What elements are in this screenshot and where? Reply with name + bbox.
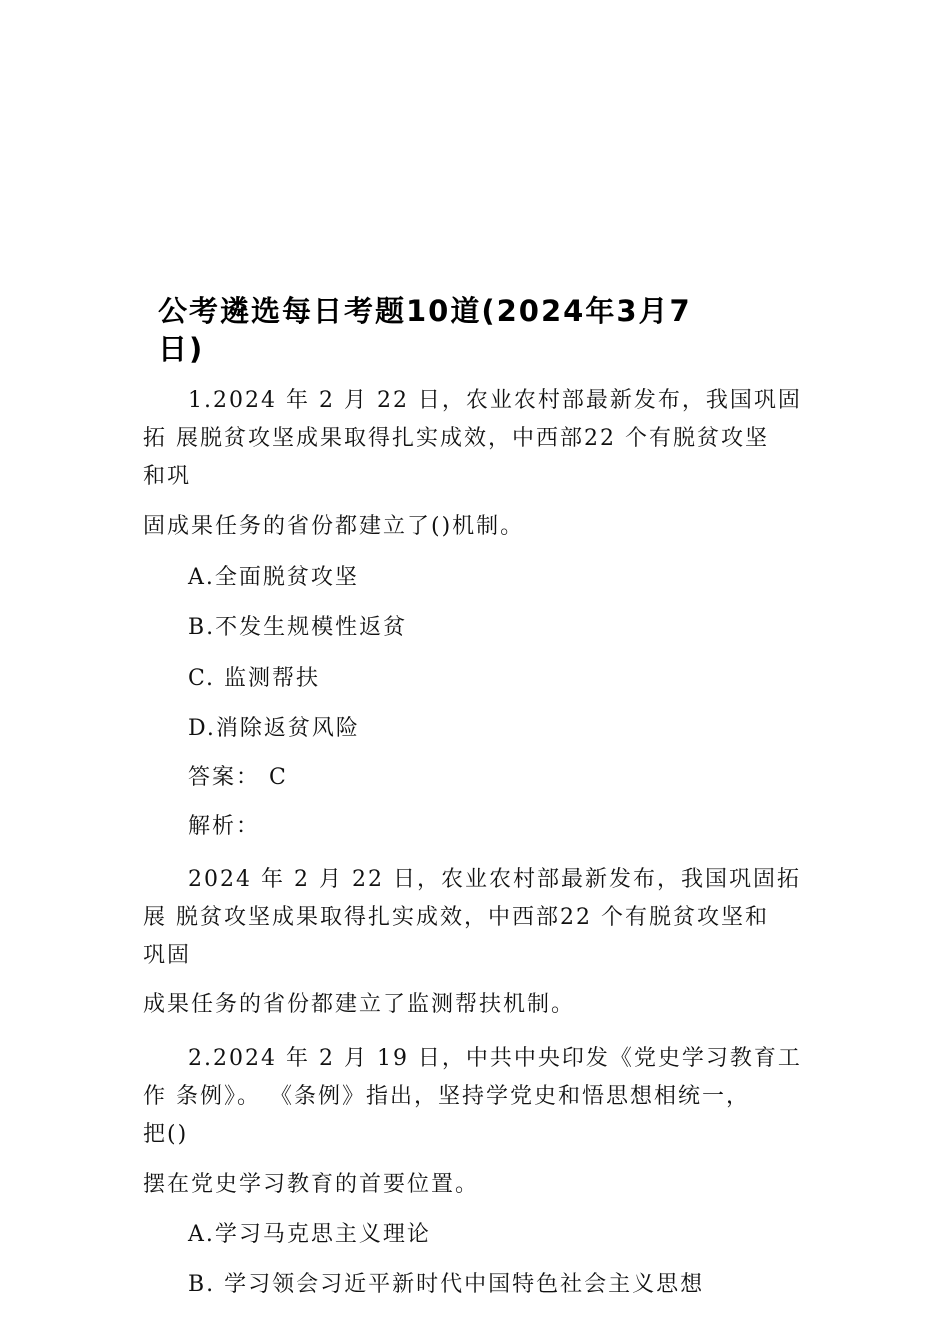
q1-answer: 答案： C — [188, 765, 288, 790]
q1-stem-line-4: 固成果任务的省份都建立了()机制。 — [143, 514, 525, 539]
q1-option-c: C. 监测帮扶 — [188, 666, 321, 691]
q1-stem-line-2: 拓 展脱贫攻坚成果取得扎实成效，中西部22 个有脱贫攻坚 — [143, 426, 769, 451]
q1-analysis-label: 解析： — [188, 814, 261, 839]
q1-stem-line-1: 1.2024 年 2 月 22 日，农业农村部最新发布，我国巩固 — [188, 388, 802, 413]
q1-analysis-line-2: 展 脱贫攻坚成果取得扎实成效，中西部22 个有脱贫攻坚和 — [143, 905, 769, 930]
q1-option-d: D.消除返贫风险 — [188, 716, 360, 741]
q1-stem-line-3: 和巩 — [143, 464, 192, 489]
q2-stem-line-4: 摆在党史学习教育的首要位置。 — [143, 1172, 480, 1197]
q1-analysis-line-1: 2024 年 2 月 22 日，农业农村部最新发布，我国巩固拓 — [188, 867, 801, 892]
q2-stem-line-1: 2.2024 年 2 月 19 日，中共中央印发《党史学习教育工 — [188, 1046, 802, 1071]
q1-analysis-line-3: 巩固 — [143, 943, 192, 968]
q1-option-a: A.全面脱贫攻坚 — [188, 565, 359, 590]
title-line-2: 日) — [158, 332, 205, 366]
q2-stem-line-3: 把() — [143, 1122, 189, 1147]
q1-option-b: B.不发生规模性返贫 — [188, 615, 408, 640]
document-title — [158, 292, 798, 368]
q2-option-a: A.学习马克思主义理论 — [188, 1222, 431, 1247]
q2-option-b: B. 学习领会习近平新时代中国特色社会主义思想 — [188, 1272, 705, 1297]
q2-stem-line-2: 作 条例》。 《条例》指出，坚持学党史和悟思想相统一， — [143, 1084, 750, 1109]
q1-analysis-line-4: 成果任务的省份都建立了监测帮扶机制。 — [143, 992, 576, 1017]
title-line-1: 公考遴选每日考题10道(2024年3月7 — [158, 294, 692, 328]
